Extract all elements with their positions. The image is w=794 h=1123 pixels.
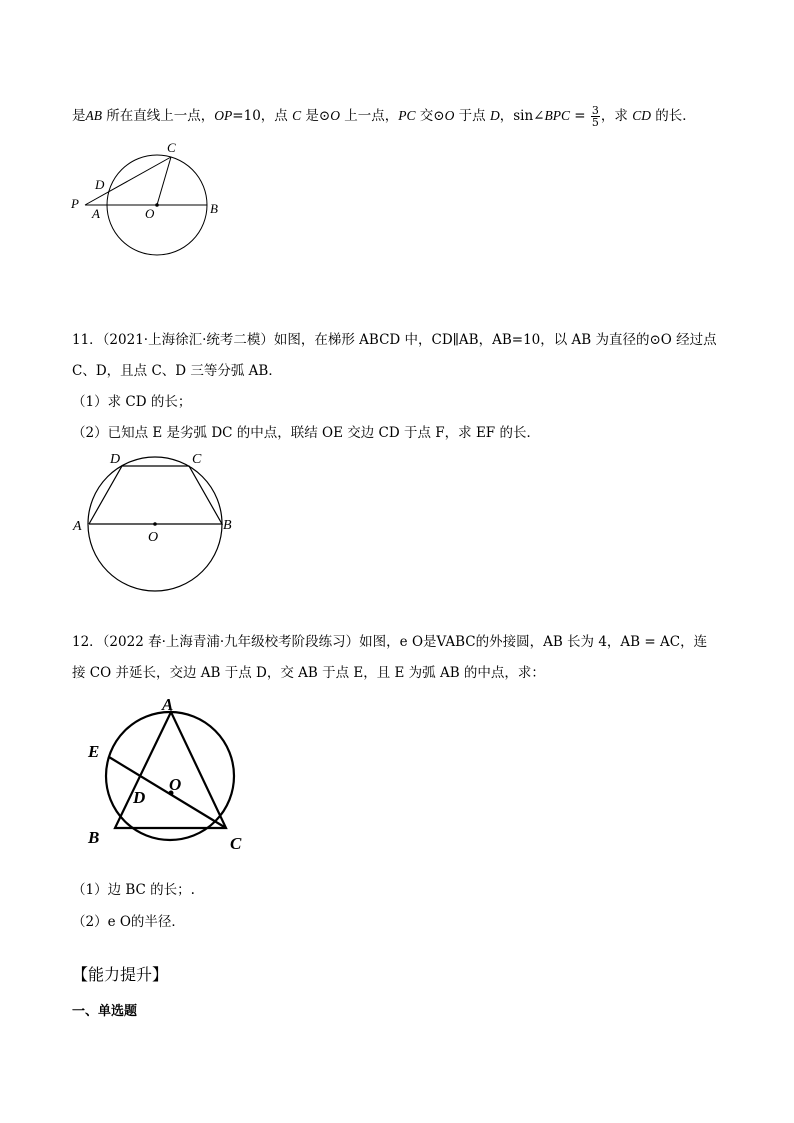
q12-figure xyxy=(80,692,260,857)
q11-part2: （2）已知点 E 是劣弧 DC 的中点，联结 OE 交边 CD 于点 F，求 EF 的长． xyxy=(72,425,540,441)
q12-line2: 接 CO 并延长，交边 AB 于点 D，交 AB 于点 E，且 E 为弧 AB 的中点，求： xyxy=(72,665,545,681)
q11-center-dot xyxy=(153,522,157,526)
q12-label-b: B xyxy=(88,828,100,847)
q11-label-c: C xyxy=(192,452,202,467)
q10-center-dot xyxy=(155,203,159,207)
q12-line1: 12．（2022 春·上海青浦·九年级校考阶段练习）如图，e O是VABC的外接圆，AB 长为 4，AB = AC，连 xyxy=(72,634,708,650)
q12-label-e: E xyxy=(88,742,100,761)
q12-part1: （1）边 BC 的长；. xyxy=(72,882,195,898)
q12-label-c: C xyxy=(230,834,242,853)
q10-label-o: O xyxy=(145,206,155,221)
q11-label-a: A xyxy=(73,519,82,534)
q11-line1: 11．（2021·上海徐汇·统考二模）如图，在梯形 ABCD 中，CD∥AB，AB=10，以 AB 为直径的⊙O 经过点 xyxy=(72,332,717,348)
q10-label-a: A xyxy=(92,206,100,221)
q12-label-o: O xyxy=(169,775,182,794)
q10-figure xyxy=(65,138,235,263)
fraction-three-fifths: $\frac{3}{5}$ xyxy=(591,104,599,129)
section-subtitle: 一、单选题 xyxy=(72,1004,138,1019)
q10-label-d: D xyxy=(95,177,105,192)
q12-label-a: A xyxy=(162,695,174,714)
q12-label-d: D xyxy=(133,788,146,807)
q11-label-o: O xyxy=(148,530,159,545)
q11-line2: C、D，且点 C、D 三等分弧 AB． xyxy=(72,363,282,379)
q11-label-d: D xyxy=(110,452,121,467)
q10-statement: 是AB 所在直线上一点，OP=10，点 C 是⊙O 上一点，PC 交⊙O 于点 D，sin∠BPC = $\frac{3}{5}$ ，求 CD 的长． xyxy=(72,104,696,129)
q11-label-b: B xyxy=(223,518,232,533)
q10-label-b: B xyxy=(210,201,218,216)
q10-label-c: C xyxy=(167,140,176,155)
q11-part1: （1）求 CD 的长； xyxy=(72,394,192,410)
q12-part2: （2）e O的半径． xyxy=(72,914,185,930)
section-title: 【能力提升】 xyxy=(72,965,169,984)
q10-label-p: P xyxy=(71,196,79,211)
q11-figure xyxy=(66,448,246,598)
